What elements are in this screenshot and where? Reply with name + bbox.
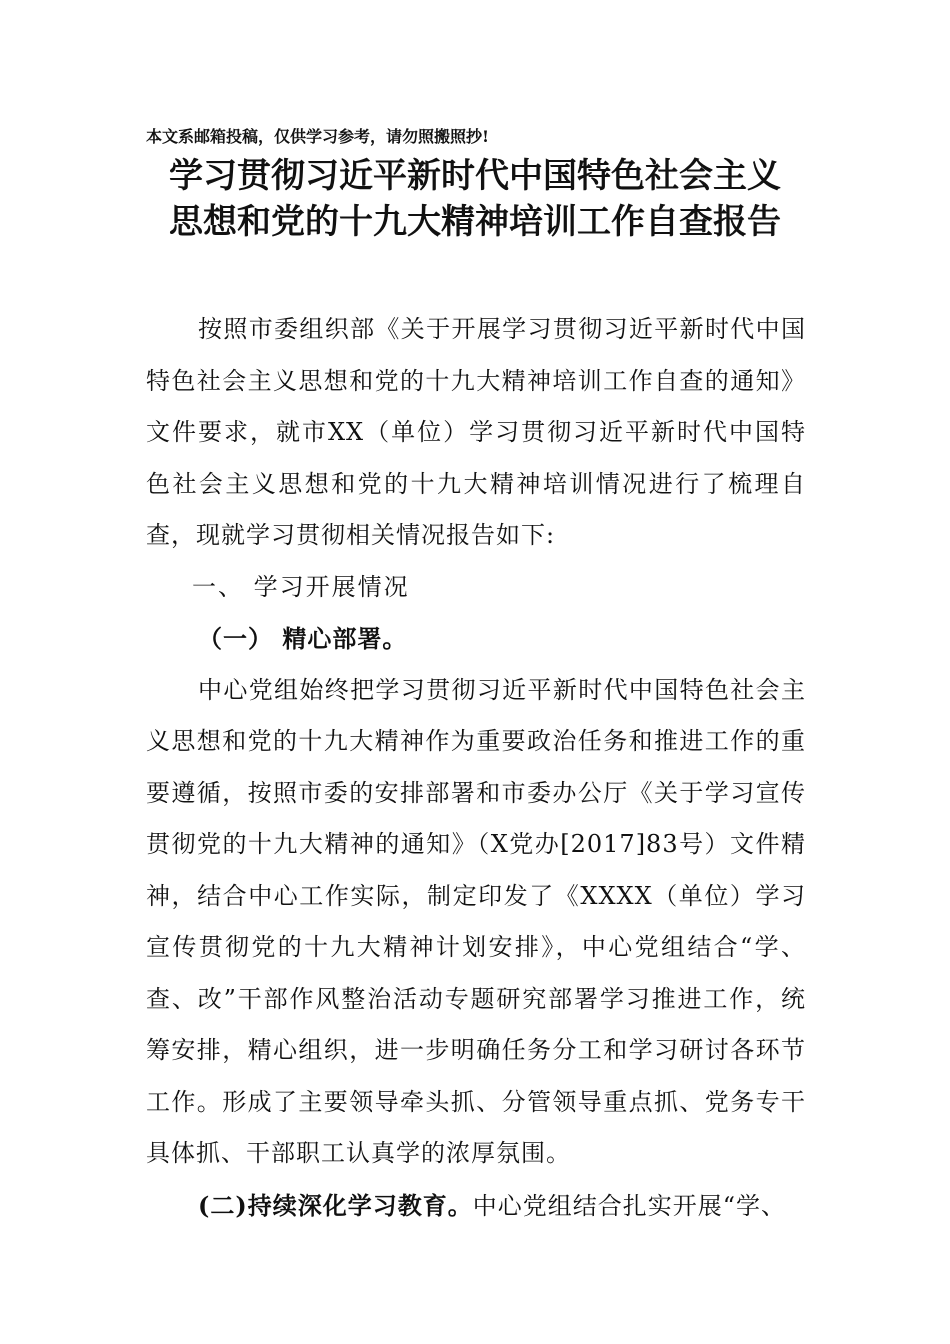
disclaimer-notice: 本文系邮箱投稿，仅供学习参考，请勿照搬照抄! [146, 127, 490, 146]
section-1-heading: 一、 学习开展情况 [192, 572, 410, 601]
subsection-1-heading: （一） 精心部署。 [198, 624, 408, 653]
intro-paragraph: 按照市委组织部《关于开展学习贯彻习近平新时代中国特色社会主义思想和党的十九大精神培训工作自查的通知》文件要求，就市XX（单位）学习贯彻习近平新时代中国特色社会主义思想和党的十九大精神培训情况进行了梳理自查，现就学习贯彻相关情况报告如下: [146, 315, 806, 549]
document-title-line-1: 学习贯彻习近平新时代中国特色社会主义 [169, 156, 781, 196]
subsection-1-paragraph: 中心党组始终把学习贯彻习近平新时代中国特色社会主义思想和党的十九大精神作为重要政治任务和推进工作的重要遵循，按照市委的安排部署和市委办公厅《关于学习宣传贯彻党的十九大精神的通知》（X党办[2017]83号）文件精神，结合中心工作实际，制定印发了《XXXX（单位）学习宣传贯彻党的十九大精神计划安排》，中心党组结合“学、查、改”干部作风整治活动专题研究部署学习推进工作，统筹安排，精心组织，进一步明确任务分工和学习研讨各环节工作。形成了主要领导牵头抓、分管领导重点抓、党务专干具体抓、干部职工认真学的浓厚氛围。 [146, 675, 806, 1167]
subsection-2-text: 中心党组结合扎实开展“学、 [472, 1191, 786, 1220]
subsection-2-paragraph [146, 1180, 806, 1233]
document-body [146, 304, 806, 1232]
subsection-2-heading: (二)持续深化学习教育。 [198, 1190, 473, 1220]
document-title-line-2: 思想和党的十九大精神培训工作自查报告 [169, 202, 781, 242]
